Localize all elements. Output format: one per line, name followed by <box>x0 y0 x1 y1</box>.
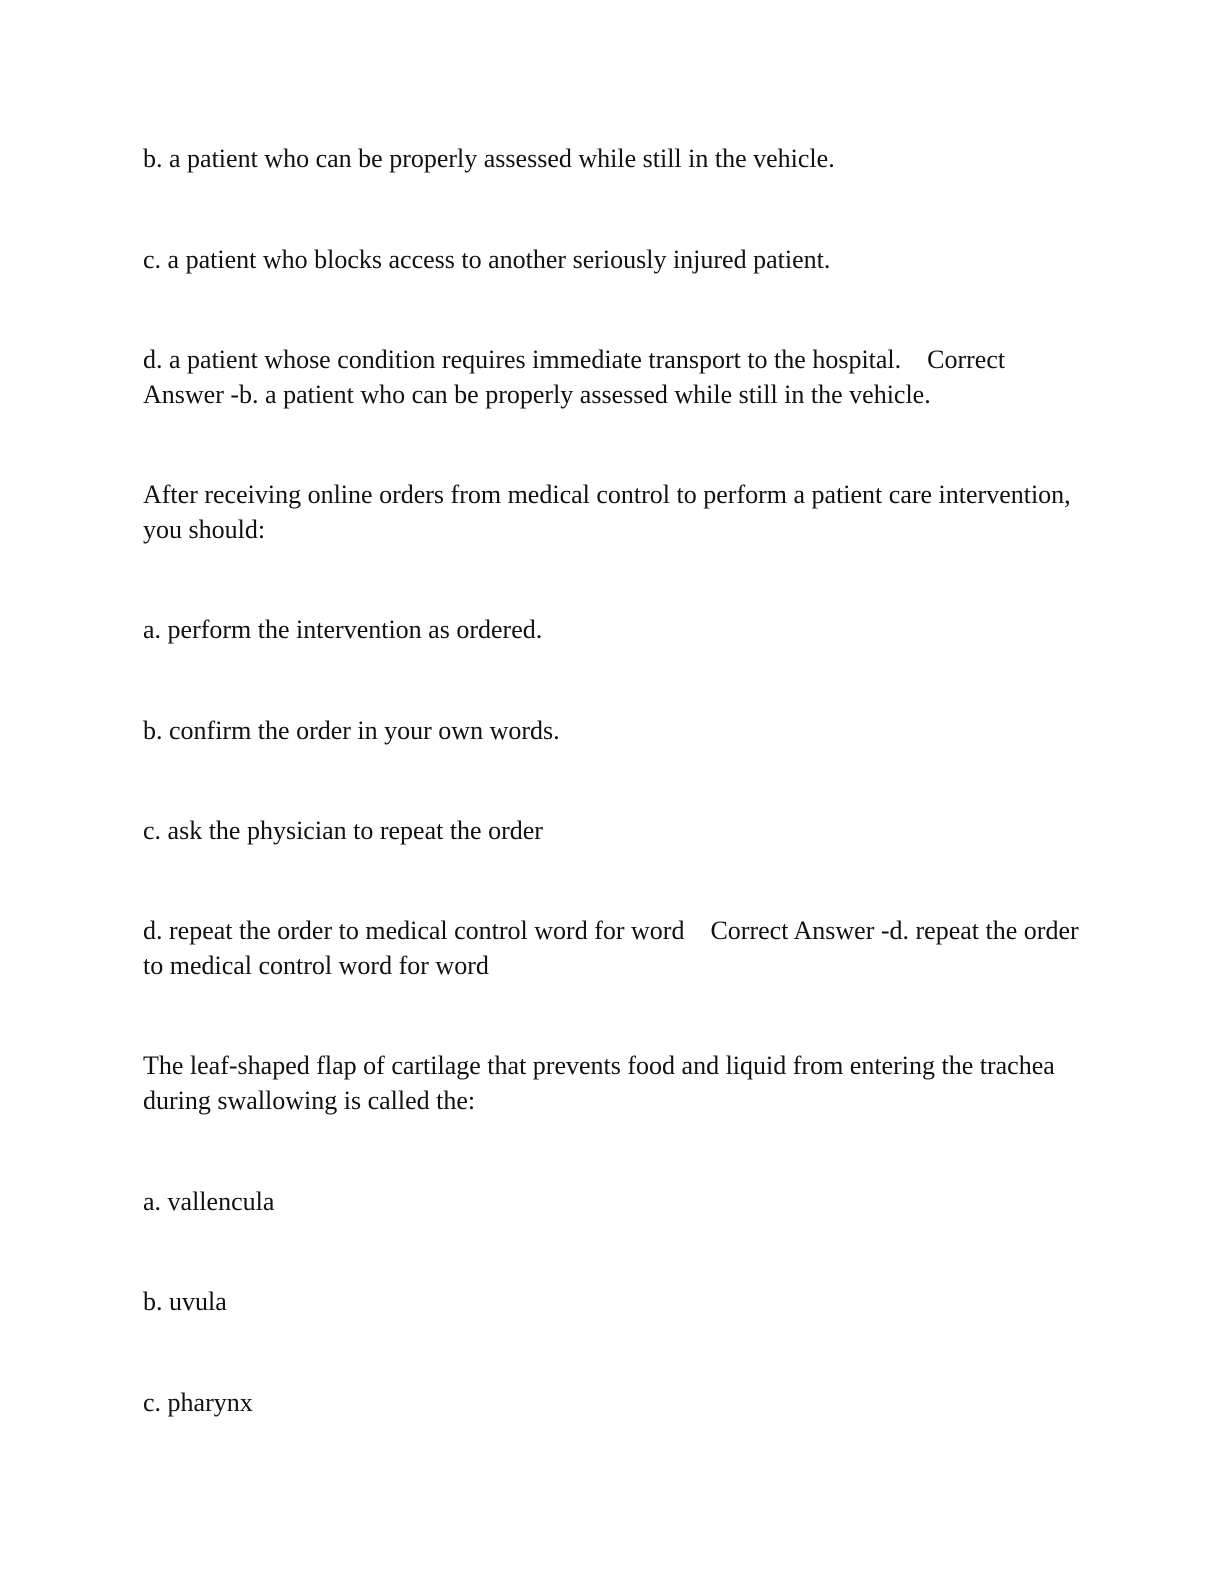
answer-option-c-pharynx: c. pharynx <box>143 1388 253 1417</box>
answer-option-c-blocks-access: c. a patient who blocks access to another seriously injured patient. <box>143 245 831 274</box>
answer-option-d-with-correct-answer: d. a patient whose condition requires immediate transport to the hospital. Correct Answer -b. a patient who can be properly assessed while still in the vehicle. <box>143 345 1011 409</box>
answer-option-b-confirm: b. confirm the order in your own words. <box>143 716 560 745</box>
answer-option-d-repeat-with-correct-answer: d. repeat the order to medical control word for word Correct Answer -d. repeat the order to medical control word for word <box>143 916 1086 980</box>
answer-option-b-uvula: b. uvula <box>143 1287 227 1316</box>
answer-option-b-vehicle: b. a patient who can be properly assessed while still in the vehicle. <box>143 144 835 173</box>
answer-option-a-vallencula: a. vallencula <box>143 1187 275 1216</box>
answer-option-c-ask-physician: c. ask the physician to repeat the order <box>143 816 543 845</box>
answer-option-a-perform: a. perform the intervention as ordered. <box>143 615 543 644</box>
question-leaf-shaped-flap: The leaf-shaped flap of cartilage that prevents food and liquid from entering the trachea during swallowing is called the: <box>143 1051 1062 1115</box>
question-online-orders: After receiving online orders from medical control to perform a patient care intervention, you should: <box>143 480 1078 544</box>
